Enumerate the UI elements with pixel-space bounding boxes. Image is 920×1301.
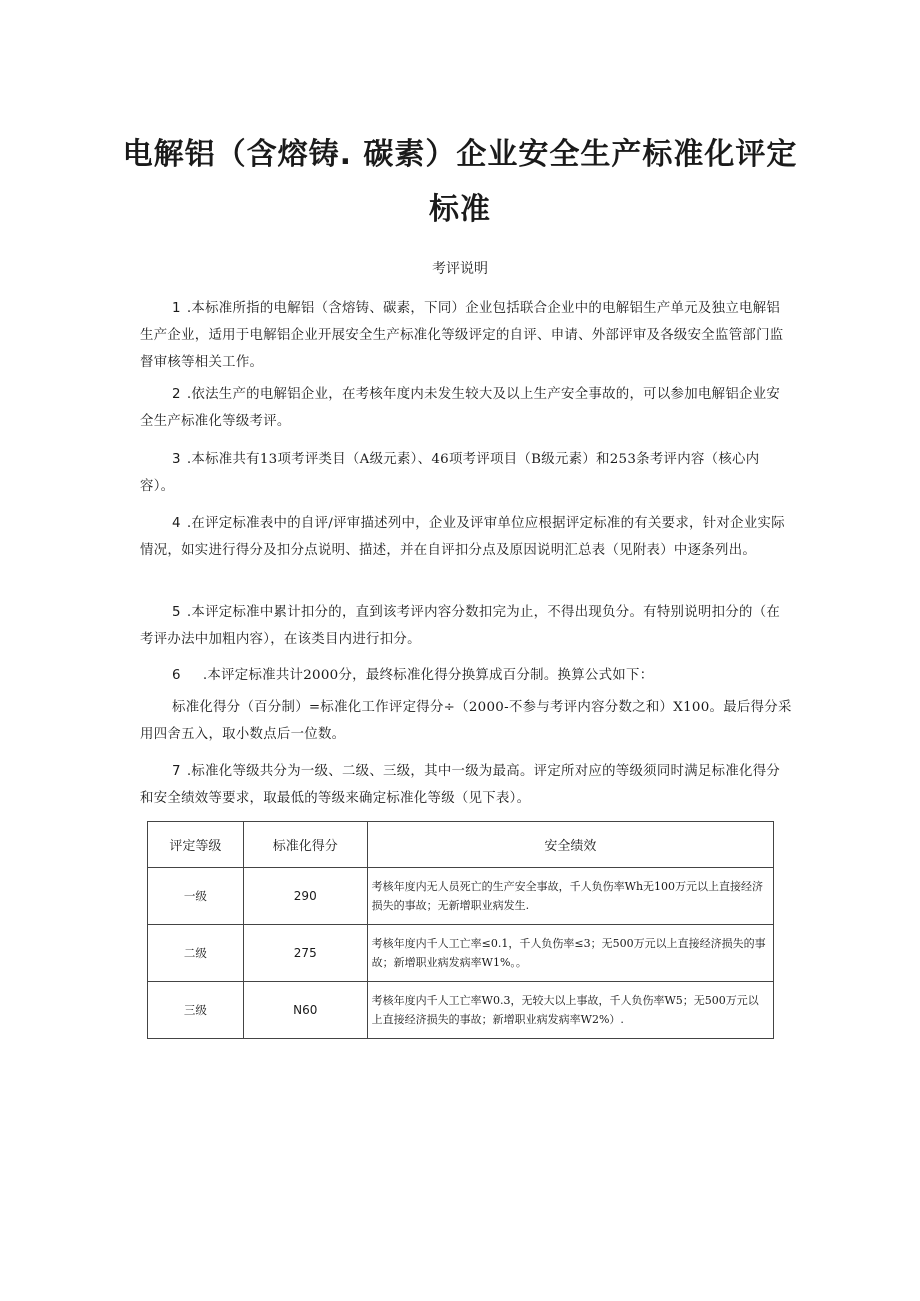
paragraph-text: .本评定标准中累计扣分的，直到该考评内容分数扣完为止，不得出现负分。有特别说明扣分的（在考评办法中加粗内容），在该类目内进行扣分。 <box>140 605 781 647</box>
paragraph-text: .本标准共有13项考评类目（A级元素）、46项考评项目（B级元素）和253条考评内容（核心内容）。 <box>140 452 760 494</box>
score-cell: N60 <box>243 982 367 1039</box>
paragraph-1 <box>140 295 792 376</box>
paragraph-number: 5 <box>172 605 181 620</box>
paragraph-6 <box>140 662 792 689</box>
table-row <box>148 925 774 982</box>
score-cell: 275 <box>243 925 367 982</box>
paragraph-number: 6 <box>172 668 181 683</box>
paragraph-number: 2 <box>172 387 181 402</box>
paragraph-number: 3 <box>172 452 181 467</box>
header-performance: 安全绩效 <box>367 822 773 868</box>
paragraph-number: 7 <box>172 764 181 779</box>
paragraph-4 <box>140 510 792 564</box>
performance-cell: 考核年度内无人员死亡的生产安全事故，千人负伤率Wh无100万元以上直接经济损失的事故；无新增职业病发生. <box>367 868 773 925</box>
table-row <box>148 868 774 925</box>
grade-table <box>147 821 774 1039</box>
grade-cell: 三级 <box>148 982 244 1039</box>
formula-text: 标准化得分（百分制）=标准化工作评定得分÷（2000-不参与考评内容分数之和）X100。最后得分采用四舍五入，取小数点后一位数。 <box>140 700 792 742</box>
paragraph-number: 1 <box>172 301 181 316</box>
section-subtitle: 考评说明 <box>432 261 488 277</box>
paragraph-5 <box>140 599 792 653</box>
performance-cell: 考核年度内千人工亡率≤0.1，千人负伤率≤3；无500万元以上直接经济损失的事故；新增职业病发病率W1%。。 <box>367 925 773 982</box>
document-title-line2: 标准 <box>429 192 491 227</box>
grade-cell: 二级 <box>148 925 244 982</box>
grade-cell: 一级 <box>148 868 244 925</box>
paragraph-2 <box>140 381 792 435</box>
formula-paragraph <box>140 694 792 748</box>
document-title-line1: 电解铝（含熔铸. 碳素）企业安全生产标准化评定 <box>122 137 798 172</box>
score-cell: 290 <box>243 868 367 925</box>
paragraph-text: .本评定标准共计2000分，最终标准化得分换算成百分制。换算公式如下： <box>202 668 654 683</box>
performance-cell: 考核年度内千人工亡率W0.3，无较大以上事故，千人负伤率W5；无500万元以上直接经济损失的事故；新增职业病发病率W2%）. <box>367 982 773 1039</box>
paragraph-text: .在评定标准表中的自评/评审描述列中，企业及评审单位应根据评定标准的有关要求，针对企业实际情况，如实进行得分及扣分点说明、描述，并在自评扣分点及原因说明汇总表（见附表）中逐条列出。 <box>140 516 785 558</box>
table-header-row <box>148 822 774 868</box>
paragraph-text: .标准化等级共分为一级、二级、三级，其中一级为最高。评定所对应的等级须同时满足标准化得分和安全绩效等要求，取最低的等级来确定标准化等级（见下表）。 <box>140 764 781 806</box>
paragraph-3 <box>140 446 792 500</box>
paragraph-number: 4 <box>172 516 181 531</box>
header-score: 标准化得分 <box>243 822 367 868</box>
paragraph-text: .本标准所指的电解铝（含熔铸、碳素，下同）企业包括联合企业中的电解铝生产单元及独立电解铝生产企业，适用于电解铝企业开展安全生产标准化等级评定的自评、申请、外部评审及各级安全监管部门监督审核等相关工作。 <box>140 301 784 370</box>
table-row <box>148 982 774 1039</box>
paragraph-7 <box>140 758 792 812</box>
paragraph-text: .依法生产的电解铝企业，在考核年度内未发生较大及以上生产安全事故的，可以参加电解铝企业安全生产标准化等级考评。 <box>140 387 781 429</box>
header-grade: 评定等级 <box>148 822 244 868</box>
